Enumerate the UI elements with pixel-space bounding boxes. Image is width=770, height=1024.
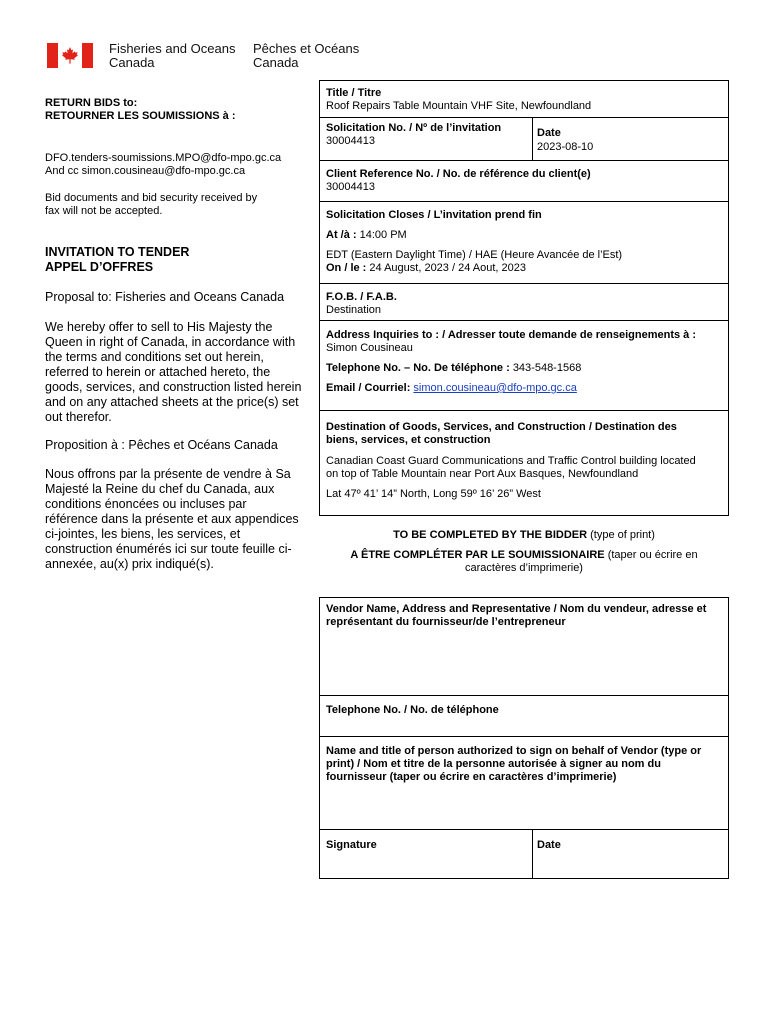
telephone-label: Telephone No. / No. de téléphone (326, 704, 499, 716)
at-value: 14:00 PM (359, 229, 407, 241)
vendor-label-line2: représentant du fournisseur/de l’entrepreneur (326, 616, 566, 628)
return-emails (45, 152, 281, 178)
divider (319, 320, 729, 321)
divider (319, 829, 729, 830)
telephone-field[interactable] (320, 718, 728, 735)
tenders-email: DFO.tenders-soumissions.MPO@dfo-mpo.gc.ca (45, 152, 282, 164)
title-label: Title / Titre (326, 87, 382, 99)
divider (319, 283, 729, 284)
destination-label-line2: biens, services, et construction (326, 434, 491, 446)
fax-note-line1: Bid documents and bid security received by (45, 192, 258, 204)
title-value: Roof Repairs Table Mountain VHF Site, Newfoundland (326, 100, 592, 112)
on-value: 24 August, 2023 / 24 Aout, 2023 (369, 262, 526, 274)
divider (319, 736, 729, 737)
authorized-label-line1: Name and title of person authorized to sign on behalf of Vendor (type or (326, 745, 702, 757)
divider (319, 160, 729, 161)
authorized-label-line2: print) / Nom et titre de la personne autorisée à signer au nom du (326, 758, 661, 770)
coordinates: Lat 47º 41’ 14” North, Long 59º 16’ 26” West (326, 488, 541, 500)
offer-text-en: We hereby offer to sell to His Majesty the Queen in right of Canada, in accordance with the terms and conditions set out herein, referred to herein or attached hereto, the goods, services, and construction listed herein and on any attached sheets at the price(s) set out therefor. (45, 320, 302, 424)
bidder-en-rest: (type of print) (587, 529, 655, 541)
fax-note-line2: fax will not be accepted. (45, 205, 163, 217)
return-bids-fr: RETOURNER LES SOUMISSIONS à : (45, 110, 236, 122)
closes-label: Solicitation Closes / L’invitation prend fin (326, 209, 542, 221)
closing-time (326, 229, 407, 242)
divider (319, 695, 729, 696)
client-ref-label: Client Reference No. / No. de référence du client(e) (326, 168, 591, 180)
bidder-en-bold: TO BE COMPLETED BY THE BIDDER (393, 529, 588, 541)
bidder-fr-rest: (taper ou écrire en (604, 549, 698, 561)
email-label: Email / Courriel: (326, 382, 414, 394)
cc-email: And cc simon.cousineau@dfo-mpo.gc.ca (45, 165, 246, 177)
timezone: EDT (Eastern Daylight Time) / HAE (Heure Avancée de l’Est) (326, 249, 623, 261)
offer-text-fr: Nous offrons par la présente de vendre à Sa Majesté la Reine du chef du Canada, aux conditions énoncées ou incluses par référence dans la présente et aux appendices ci-jointes, les biens, les services, et construction énumérés ici sur toute feuille ci-annexée, au(x) prix indiqué(s). (45, 467, 299, 571)
bidder-instruction-fr-line2: caractères d’imprimerie) (465, 562, 583, 574)
divider (319, 117, 729, 118)
fob-value: Destination (326, 304, 382, 316)
on-label: On / le : (326, 262, 370, 274)
return-bids-heading (45, 97, 236, 123)
dept-fr-line1: Pêches et Océans (253, 41, 360, 56)
destination-line2: on top of Table Mountain near Port Aux Basques, Newfoundland (326, 468, 639, 480)
bidder-fr-bold: A ÊTRE COMPLÉTER PAR LE SOUMISSIONAIRE (350, 549, 605, 561)
divider (319, 201, 729, 202)
client-ref-value: 30004413 (326, 181, 375, 193)
canada-flag-logo (47, 43, 93, 68)
closing-date (326, 262, 526, 275)
vendor-label-line1: Vendor Name, Address and Representative / Nom du vendeur, adresse et (326, 603, 707, 615)
bidder-instruction-fr (319, 549, 729, 562)
invitation-to-tender-heading (45, 245, 189, 275)
return-bids-en: RETURN BIDS to: (45, 97, 138, 109)
divider (532, 117, 533, 160)
itt-fr: APPEL D’OFFRES (45, 260, 154, 274)
phone-value: 343-548-1568 (512, 362, 582, 374)
signature-label: Signature (326, 839, 377, 851)
phone-label: Telephone No. – No. De téléphone : (326, 362, 513, 374)
contact-phone (326, 362, 581, 375)
department-name-en (109, 42, 235, 70)
authorized-label-line3: fournisseur (taper ou écrire en caractères d’imprimerie) (326, 771, 617, 783)
authorized-person-field[interactable] (320, 787, 728, 828)
email-link[interactable]: simon.cousineau@dfo-mpo.gc.ca (413, 382, 577, 394)
inquiries-label: Address Inquiries to : / Adresser toute demande de renseignements à : (326, 329, 697, 341)
fax-note (45, 192, 257, 218)
dept-en-line1: Fisheries and Oceans (109, 41, 236, 56)
destination-label-line1: Destination of Goods, Services, and Construction / Destination des (326, 421, 677, 433)
date-label: Date (537, 127, 561, 139)
itt-en: INVITATION TO TENDER (45, 245, 190, 259)
proposal-to-en: Proposal to: Fisheries and Oceans Canada (45, 290, 285, 304)
fob-label: F.O.B. / F.A.B. (326, 291, 397, 303)
dept-en-line2: Canada (109, 55, 155, 70)
bidder-instruction-en (319, 529, 729, 542)
vendor-info-field[interactable] (320, 632, 728, 694)
date-value: 2023-08-10 (537, 141, 594, 153)
proposal-to-fr: Proposition à : Pêches et Océans Canada (45, 438, 278, 452)
at-label: At /à : (326, 229, 360, 241)
divider (319, 410, 729, 411)
dept-fr-line2: Canada (253, 55, 299, 70)
contact-email (326, 382, 577, 395)
signature-field[interactable] (320, 853, 531, 878)
destination-line1: Canadian Coast Guard Communications and Traffic Control building located (326, 455, 696, 467)
solicitation-label: Solicitation No. / Nº de l’invitation (326, 122, 502, 134)
inquiries-name: Simon Cousineau (326, 342, 413, 354)
signature-date-label: Date (537, 839, 561, 851)
department-name-fr (253, 42, 359, 70)
signature-date-field[interactable] (533, 853, 728, 878)
solicitation-value: 30004413 (326, 135, 375, 147)
